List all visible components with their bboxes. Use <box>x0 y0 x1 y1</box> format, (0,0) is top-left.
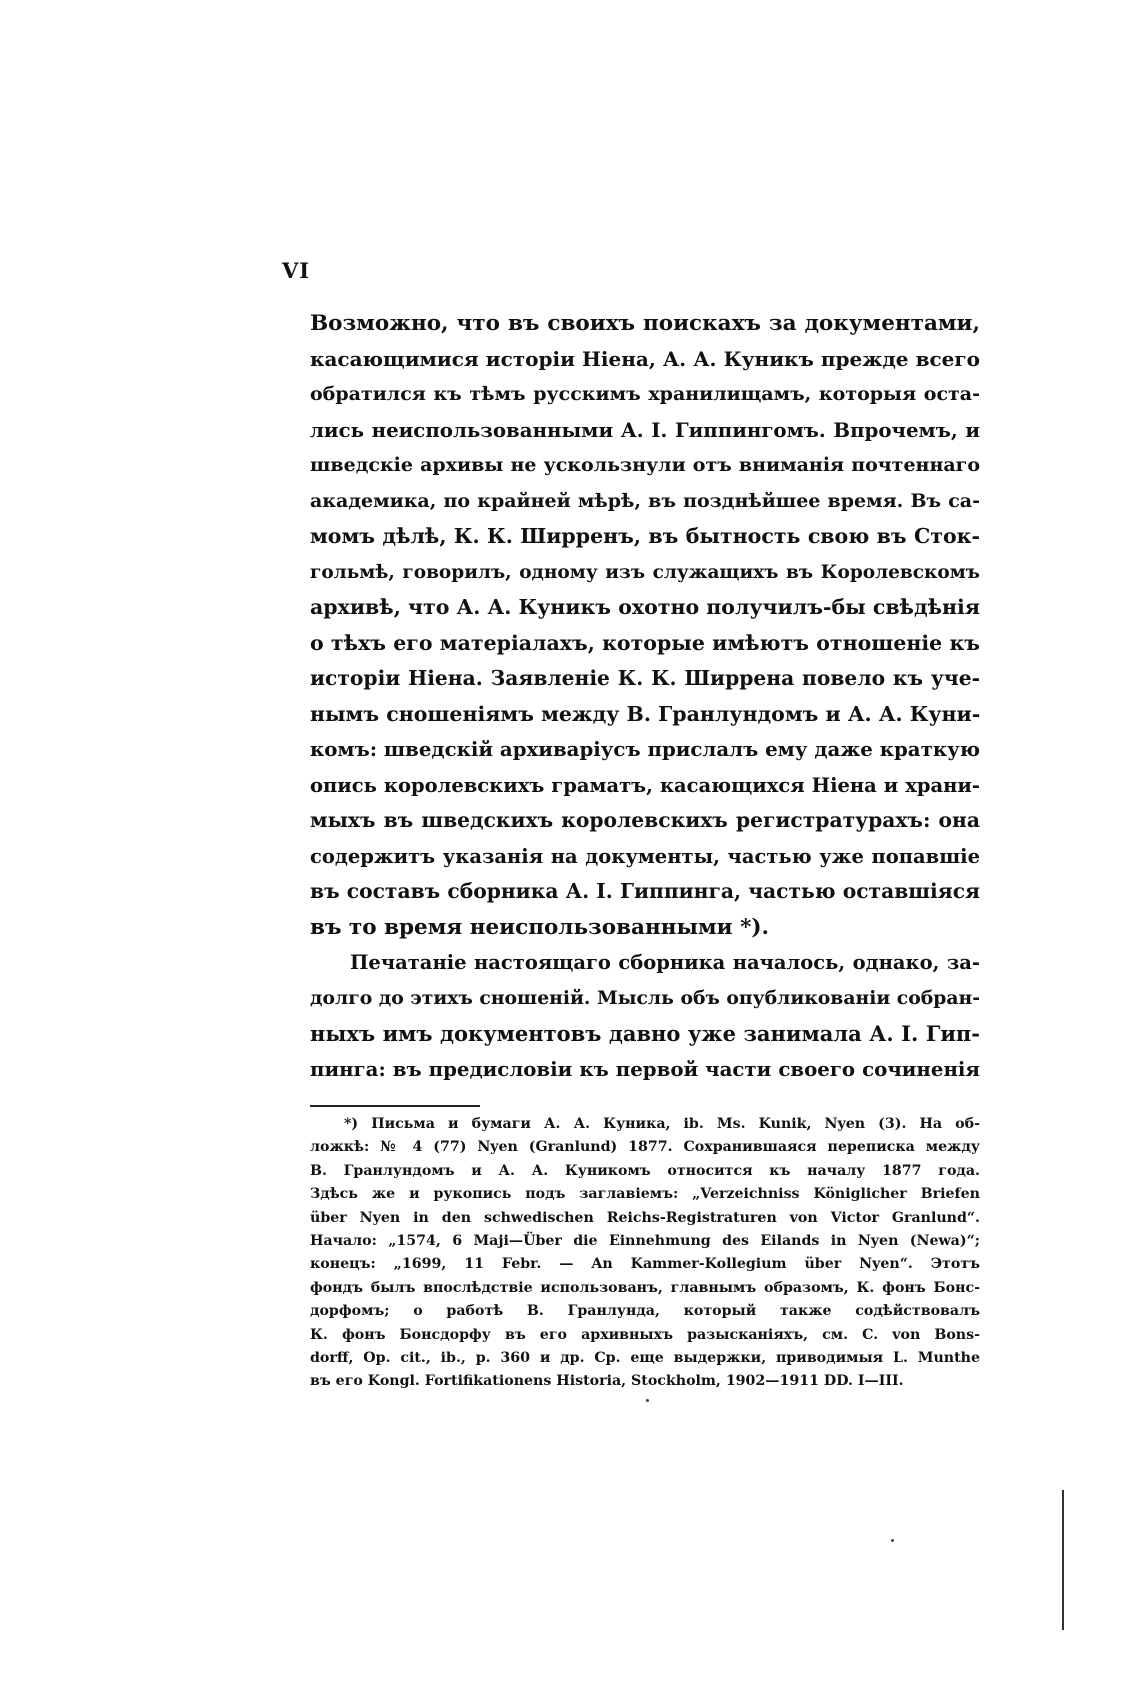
footnote-line: В. Гранлундомъ и А. А. Куникомъ относится къ началу 1877 года. <box>310 1162 980 1179</box>
body-line: въ то время неиспользованными *). <box>310 914 770 940</box>
footnote-line: Начало: „1574, 6 Maji—Über die Einnehmung des Eilands in Nyen (Newa)“; <box>310 1232 980 1249</box>
scan-speck <box>891 1539 894 1542</box>
body-line: обратился къ тѣмъ русскимъ хранилищамъ, которыя оста- <box>310 383 980 405</box>
scan-speck <box>646 1399 649 1402</box>
body-line: шведскіе архивы не ускользнули отъ вниманія почтеннаго <box>310 454 980 476</box>
page-number: VI <box>282 258 311 283</box>
body-line: долго до этихъ сношеній. Мысль объ опубликованіи собран- <box>310 986 980 1009</box>
body-line: лись неиспользованными А. І. Гиппингомъ. Впрочемъ, и <box>310 417 980 442</box>
footnote-line: въ его Kongl. Fortifikationens Historia, Stockholm, 1902—1911 DD. I—III. <box>310 1373 904 1390</box>
footnote-line: фондъ былъ впослѣдствіе использованъ, главнымъ образомъ, К. фонъ Бонс- <box>310 1279 980 1296</box>
footnote <box>310 1113 980 1394</box>
body-line: ныхъ имъ документовъ давно уже занимала А. І. Гип- <box>310 1021 980 1046</box>
body-line: опись королевскихъ граматъ, касающихся Ніена и храни- <box>310 773 980 797</box>
body-line: архивѣ, что А. А. Куникъ охотно получилъ-бы свѣдѣнія <box>310 595 980 619</box>
footnote-line: *) Письма и бумаги А. А. Куника, ib. Ms. Kunik, Nyen (3). На об- <box>344 1116 980 1132</box>
footnote-line: über Nyen in den schwedischen Reichs-Registraturen von Victor Granlund“. <box>310 1209 980 1226</box>
body-line: нымъ сношеніямъ между В. Гранлундомъ и А. А. Куни- <box>310 701 980 726</box>
footnote-line: К. фонъ Бонсдорфу въ его архивныхъ разысканіяхъ, см. C. von Bons- <box>310 1326 980 1343</box>
body-line: о тѣхъ его матеріалахъ, которые имѣютъ отношеніе къ <box>310 630 980 655</box>
footnote-line: конецъ: „1699, 11 Febr. — An Kammer-Kollegium über Nyen“. Этотъ <box>310 1256 980 1273</box>
footnote-line: ложкѣ: № 4 (77) Nyen (Granlund) 1877. Сохранившаяся переписка между <box>310 1139 980 1156</box>
body-line: гольмѣ, говорилъ, одному изъ служащихъ въ Королевскомъ <box>310 561 980 583</box>
body-line: академика, по крайней мѣрѣ, въ позднѣйшее время. Въ са- <box>310 489 980 512</box>
body-line: момъ дѣлѣ, К. К. Ширренъ, въ бытность свою въ Сток- <box>310 524 980 548</box>
scan-margin-line <box>1062 1490 1064 1630</box>
body-line: содержитъ указанія на документы, частью уже попавшіе <box>310 844 980 868</box>
body-line: комъ: шведскій архиваріусъ прислалъ ему даже краткую <box>310 737 980 761</box>
body-line: Возможно, что въ своихъ поискахъ за документами, <box>310 311 980 336</box>
body-line: мыхъ въ шведскихъ королевскихъ регистратурахъ: она <box>310 808 980 832</box>
footnote-line: дорфомъ; о работѣ В. Гранлунда, который также содѣйствовалъ <box>310 1303 980 1320</box>
footnote-line: Здѣсь же и рукопись подъ заглавіемъ: „Verzeichniss Königlicher Briefen <box>310 1186 980 1203</box>
body-line: пинга: въ предисловіи къ первой части своего сочиненія <box>310 1056 980 1081</box>
footnote-divider <box>310 1105 480 1107</box>
footnote-line: dorff, Op. cit., ib., p. 360 и др. Ср. еще выдержки, приводимыя L. Munthe <box>310 1349 980 1366</box>
body-line: исторіи Ніена. Заявленіе К. К. Ширрена повело къ уче- <box>310 666 980 690</box>
body-line: въ составъ сборника А. І. Гиппинга, частью оставшіяся <box>310 879 980 903</box>
body-line: Печатаніе настоящаго сборника началось, однако, за- <box>350 951 980 974</box>
body-line: касающимися исторіи Ніена, А. А. Куникъ прежде всего <box>310 346 980 371</box>
body-text <box>310 306 980 1087</box>
